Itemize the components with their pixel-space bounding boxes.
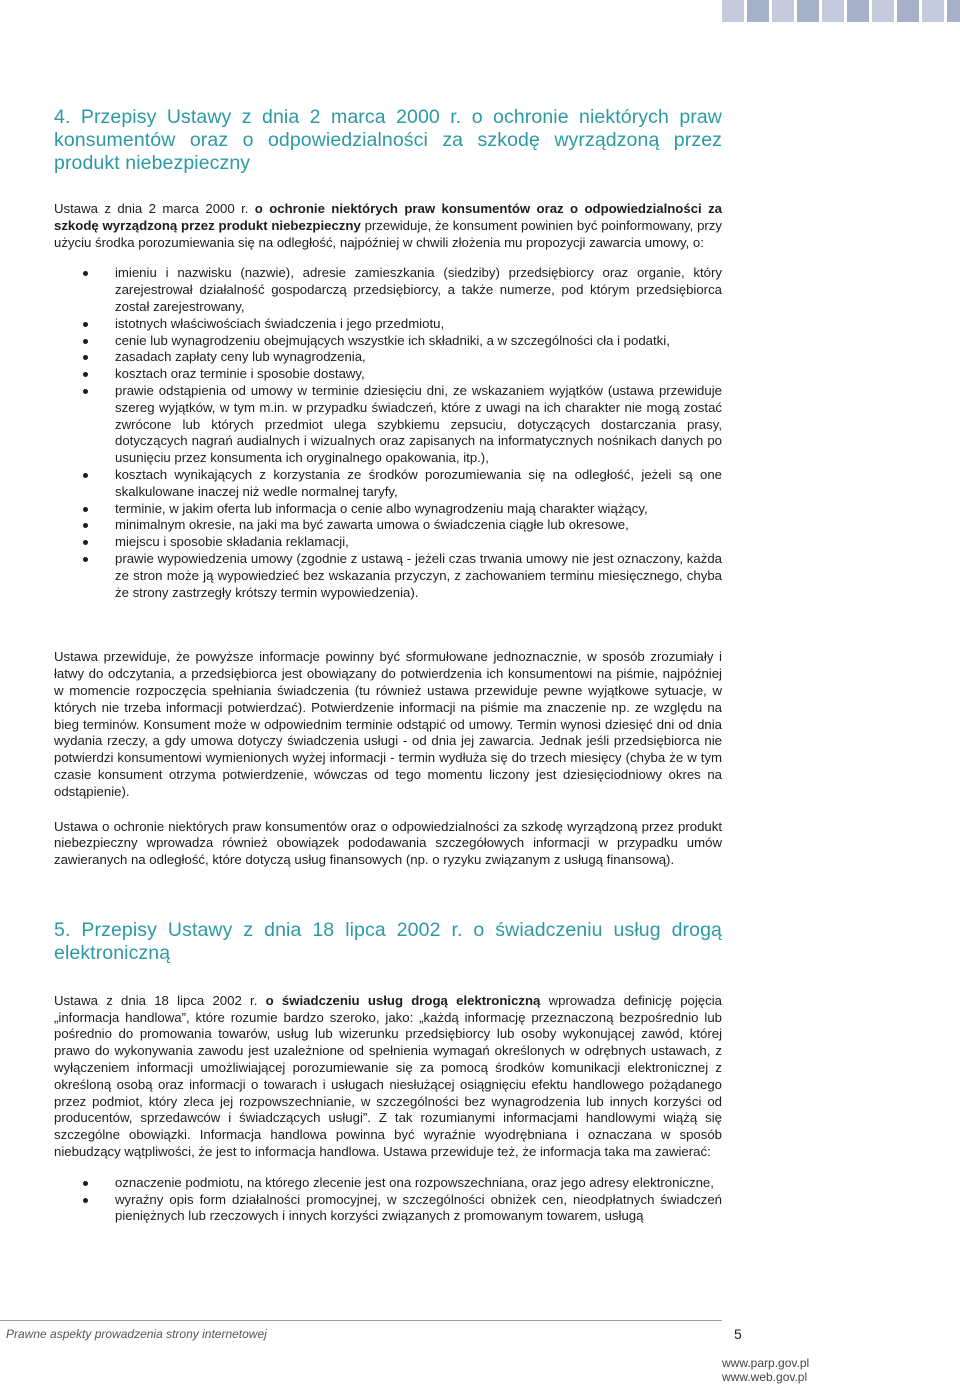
list-item: oznaczenie podmiotu, na którego zlecenie jest ona rozpowszechniana, oraz jego adresy elektroniczne,: [54, 1175, 722, 1192]
decor-square: [797, 0, 819, 22]
footer-link[interactable]: www.parp.gov.pl: [722, 1356, 810, 1370]
list-item: cenie lub wynagrodzeniu obejmujących wszystkie ich składniki, a w szczególności cła i podatki,: [54, 333, 722, 350]
intro-text: przewiduje, że konsument powinien być poinformowany, przy użyciu środka porozumiewania się na odległość, najpóźniej w chwili złożenia mu propozycji zawarcia umowy, o:: [54, 217, 722, 250]
footer-title: Prawne aspekty prowadzenia strony internetowej: [6, 1327, 267, 1341]
paragraph: Ustawa przewiduje, że powyższe informacje powinny być sformułowane jednoznacznie, w sposób zrozumiały i łatwy do odczytania, a przedsiębiorca jest obowiązany do potwierdzenia ich konsumentowi na piśmie, najpóźniej w momencie rozpoczęcia spełniania świadczenia (tu również ustawa przewiduje pewne wyjątkowe sytuacje, w których nie trzeba informacji potwierdzać). Potwierdzenie informacji na piśmie ma znaczenie np. ze względu na bieg terminów. Konsument może w odpowiednim terminie odstąpić od umowy. Termin wynosi dziesięć dni od dnia wydania rzeczy, a gdy umowa dotyczy świadczenia usługi - od dnia jej zawarcia. Jednak jeśli przedsiębiorca nie potwierdzi konsumentowi wymienionych wyżej informacji - termin wydłuża się do trzech miesięcy (chyba że w tym czasie konsument otrzyma potwierdzenie, wówczas od tego momentu liczony jest dziesięciodniowy okres na odstąpienie).: [54, 649, 722, 799]
section-5-heading: 5. Przepisy Ustawy z dnia 18 lipca 2002 r. o świadczeniu usług drogą elektroniczną: [54, 918, 722, 964]
decor-square: [947, 0, 960, 22]
decor-square: [822, 0, 844, 22]
intro-text: Ustawa z dnia 18 lipca 2002 r.: [54, 992, 266, 1008]
list-item: kosztach oraz terminie i sposobie dostawy,: [54, 366, 722, 383]
list-item: zasadach zapłaty ceny lub wynagrodzenia,: [54, 349, 722, 366]
list-item: istotnych właściwościach świadczenia i jego przedmiotu,: [54, 316, 722, 333]
section-4-intro: [54, 201, 722, 251]
list-item: imieniu i nazwisku (nazwie), adresie zamieszkania (siedziby) przedsiębiorcy oraz organie, który zarejestrował działalność gospodarczą przedsiębiorcy, a także numerze, pod którym przedsiębiorca został zarejestrowany,: [54, 265, 722, 315]
list-item: miejscu i sposobie składania reklamacji,: [54, 534, 722, 551]
decor-square: [897, 0, 919, 22]
decor-square: [922, 0, 944, 22]
decor-square: [722, 0, 744, 22]
document-body: [54, 106, 722, 1225]
decor-square: [772, 0, 794, 22]
list-item: kosztach wynikających z korzystania ze środków porozumiewania się na odległość, jeżeli są one skalkulowane inaczej niż wedle normalnej taryfy,: [54, 467, 722, 501]
act-title: o świadczeniu usług drogą elektroniczną: [265, 992, 541, 1008]
decor-square: [872, 0, 894, 22]
section-5-list: [54, 1175, 722, 1225]
intro-text: Ustawa z dnia 2 marca 2000 r.: [54, 201, 255, 216]
list-item: prawie wypowiedzenia umowy (zgodnie z ustawą - jeżeli czas trwania umowy nie jest oznaczony, każda ze stron może ją wypowiedzieć bez wskazania przyczyn, z zachowaniem terminu miesięcznego, chyba że strony zastrzegły krótszy termin wypowiedzenia).: [54, 551, 722, 601]
intro-text: wprowadza definicję pojęcia „informacja handlowa”, które rozumie bardzo szeroko, jako: „każdą informację przeznaczoną bezpośrednio lub pośrednio do promowania towarów, usług lub wizerunku przedsiębiorcy lub osoby wykonującej zawód, której prawo do wykonywania zawodu jest uzależnione od spełnienia wymagań określonych w odrębnych ustawach, z wyłączeniem informacji umożliwiającej porozumiewanie się za pomocą środków komunikacji elektronicznej z określoną osobą oraz informacji o towarach i usługach niesłużącej osiągnięciu efektu handlowego pożądanego przez podmiot, który zleca jej rozpowszechnianie, w szczególności bez wynagrodzenia lub innych korzyści od producentów, sprzedawców i świadczących usługi”. Z tak rozumianymi informacjami handlowymi wiążą się szczególne obowiązki. Informacja handlowa powinna być wyraźnie wyodrębniana i oznaczana w sposób niebudzący wątpliwości, że jest to informacja handlowa. Ustawa przewiduje też, że informacja taka ma zawierać:: [54, 992, 722, 1160]
list-item: terminie, w jakim oferta lub informacja o cenie albo wynagrodzeniu mają charakter wiążący,: [54, 501, 722, 518]
section-5-intro: [54, 993, 722, 1161]
list-item: prawie odstąpienia od umowy w terminie dziesięciu dni, ze wskazaniem wyjątków (ustawa przewiduje szereg wyjątków, w tym m.in. w przypadku świadczeń, które z uwagi na ich charakter nie mogą zostać zwrócone lub których przedmiot ulega szybkiemu zepsuciu, dotyczących dostarczania prasy, dotyczących nagrań audialnych i wizualnych oraz zapisanych na informatycznych nośnikach danych po usunięciu przez konsumenta ich oryginalnego opakowania, itp.),: [54, 383, 722, 467]
footer-divider: [0, 1320, 722, 1321]
list-item: wyraźny opis form działalności promocyjnej, w szczególności obniżek cen, nieodpłatnych świadczeń pieniężnych lub rzeczowych i innych korzyści związanych z promowanym towarem, usługą: [54, 1192, 722, 1226]
header-decoration: [722, 0, 960, 22]
footer-link[interactable]: www.web.gov.pl: [722, 1370, 808, 1384]
footer-urls: [722, 1356, 809, 1384]
section-4-heading: 4. Przepisy Ustawy z dnia 2 marca 2000 r. o ochronie niektórych praw konsumentów oraz o odpowiedzialności za szkodę wyrządzoną przez produkt niebezpieczny: [54, 106, 722, 174]
paragraph: Ustawa o ochronie niektórych praw konsumentów oraz o odpowiedzialności za szkodę wyrządzoną przez produkt niebezpieczny wprowadza również obowiązek pododawania szczegółowych informacji w przypadku umów zawieranych na odległość, które dotyczą usług finansowych (np. o ryzyku związanym z usługą finansową).: [54, 818, 722, 868]
page-number: 5: [734, 1326, 742, 1342]
section-4-list: [54, 265, 722, 601]
decor-square: [747, 0, 769, 22]
decor-square: [847, 0, 869, 22]
list-item: minimalnym okresie, na jaki ma być zawarta umowa o świadczenia ciągłe lub okresowe,: [54, 517, 722, 534]
act-title: o ochronie niektórych praw konsumentów oraz o odpowiedzialności za szkodę wyrządzoną przez produkt niebezpieczny: [54, 201, 722, 233]
